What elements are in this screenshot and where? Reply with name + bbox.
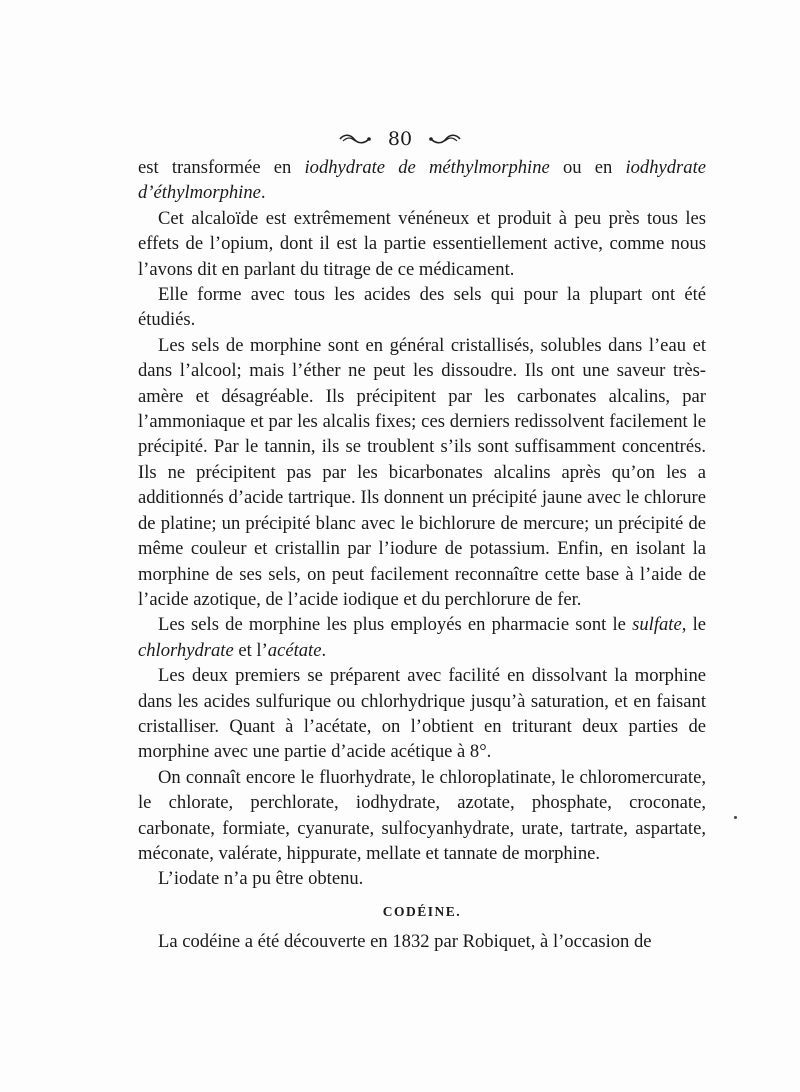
italic-run: iodhydrate de méthylmorphine [304,157,550,178]
after-section-paragraphs [138,929,706,954]
text-run: , le [681,614,707,636]
text-run: . [321,639,327,661]
paragraphs [138,155,706,892]
paragraph [138,612,706,663]
paragraph [138,765,706,867]
text-run: La codéine a été découverte en 1832 par Robiquet, à l’occasion de [158,930,652,952]
stray-ink-mark [734,816,737,819]
text-run: Les sels de morphine sont en général cristallisés, solubles dans l’eau et dans l’alcool; mais l’éther ne peut les dissoudre. Ils ont une saveur très-amère et désagréable. Ils précipitent par les carbonates alcalins, par l’ammoniaque et par les alcalis fixes; ces derniers redissolvent facilement le précipité. Par le tannin, ils se troublent s’ils sont suffisamment concentrés. Ils ne précipitent pas par les bicarbonates alcalins après qu’on les a additionnés d’acide tartrique. Ils donnent un précipité jaune avec le chlorure de platine; un précipité blanc avec le bichlorure de mercure; un précipité de même couleur et cristallin par l’iodure de potassium. Enfin, en isolant la morphine de ses sels, on peut facilement reconnaître cette base à l’aide de l’acide azotique, de l’acide iodique et du perchlorure de fer. [138,334,706,610]
text-run: Les deux premiers se préparent avec facilité en dissolvant la morphine dans les acides sulfurique ou chlorhydrique jusqu’à saturation, et en faisant cristalliser. Quant à l’acétate, on l’obtient en triturant deux parties de morphine avec une partie d’acide acétique à 8°. [138,665,706,763]
italic-run: chlorhydrate [138,639,234,661]
text-run: ou en [549,157,626,178]
text-run: Elle forme avec tous les acides des sels qui pour la plupart ont été étudiés. [138,284,706,331]
body-text [138,155,706,954]
paragraph [138,929,706,954]
text-run: L’iodate n’a pu être obtenu. [158,868,364,890]
text-run: Cet alcaloïde est extrêmement vénéneux et produit à peu près tous les effets de l’opium, dont il est la partie essentiellement active, comme nous l’avons dit en parlant du titrage de ce médicament. [138,207,706,280]
paragraph [138,282,706,333]
text-run: et l’ [233,639,268,661]
paragraph [138,333,706,612]
italic-run: acétate [267,639,322,661]
page-header [0,126,800,151]
paragraph [138,155,706,206]
paragraph [138,663,706,765]
text-run: On connaît encore le fluorhydrate, le chloroplatinate, le chloromercurate, le chlorate, perchlorate, iodhydrate, azotate, phosphate, croconate, carbonate, formiate, cyanurate, sulfocyanhydrate, urate, tartrate, aspartate, méconate, valérate, hippurate, mellate et tannate de morphine. [138,766,706,864]
text-run: est transformée en [138,157,305,178]
text-run: Les sels de morphine les plus employés en pharmacie sont le [158,614,633,636]
right-ornament-icon [428,133,462,145]
page-number: 80 [387,128,413,150]
paragraph [138,206,706,282]
italic-run: iodhydrate d’éthylmorphine [138,157,706,204]
paragraph [138,866,706,891]
text-run: . [260,182,266,204]
italic-run: sulfate [632,614,682,636]
left-ornament-icon [338,133,372,145]
section-title: CODÉINE. [382,903,462,919]
